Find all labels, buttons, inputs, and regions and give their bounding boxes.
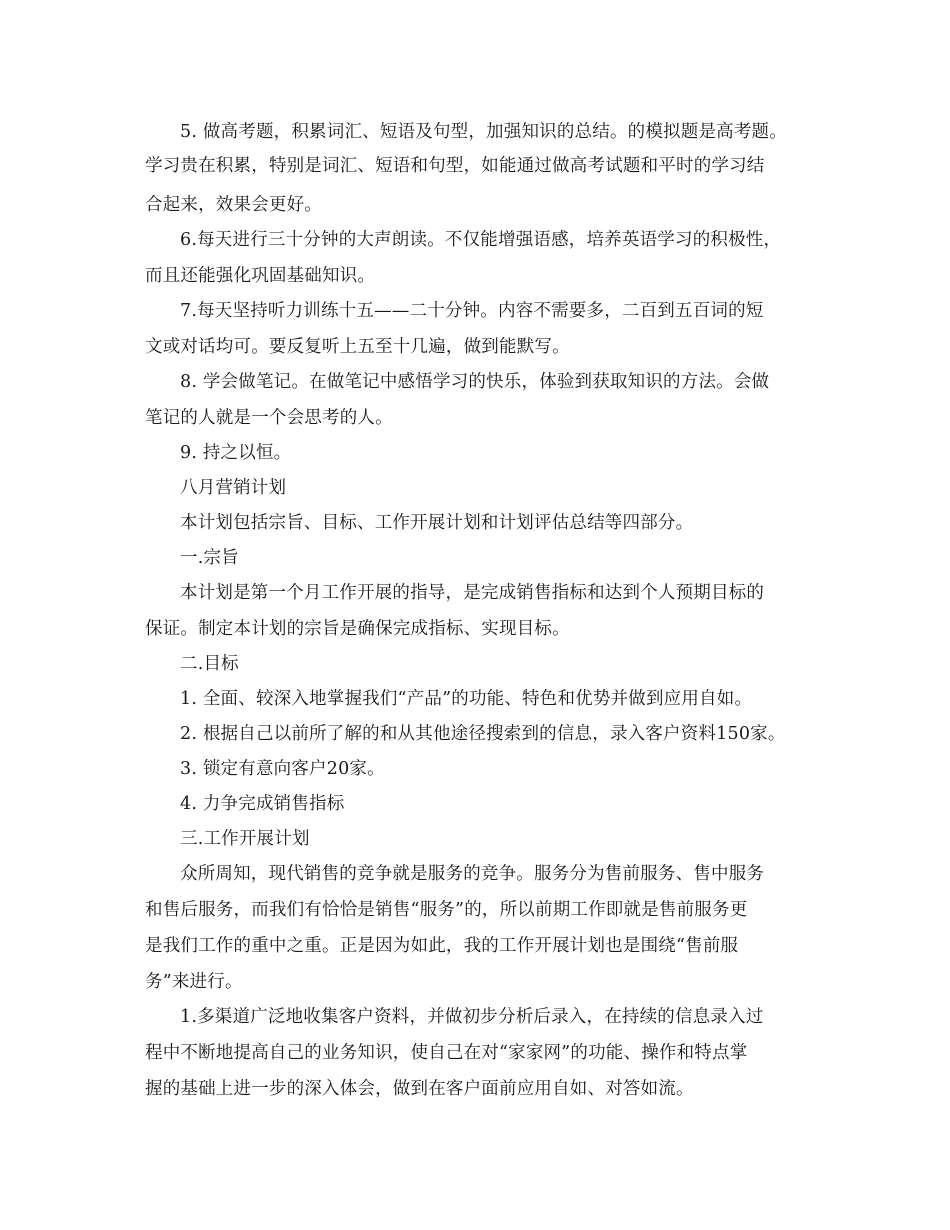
paragraph-line: 握的基础上进一步的深入体会，做到在客户面前应用自如、对答如流。 [145, 1079, 694, 1099]
paragraph-line: 5. 做高考题，积累词汇、短语及句型，加强知识的总结。的模拟题是高考题。 [180, 122, 787, 142]
paragraph-line: 9. 持之以恒。 [180, 443, 292, 463]
paragraph-line: 文或对话均可。要反复听上五至十几遍，做到能默写。 [145, 337, 570, 357]
section-title: 八月营销计划 [180, 478, 287, 498]
paragraph-line: 笔记的人就是一个会思考的人。 [145, 408, 393, 428]
paragraph-line: 程中不断地提高自己的业务知识，使自己在对“家家网”的功能、操作和特点掌 [145, 1043, 748, 1063]
paragraph-line: 7.每天坚持听力训练十五——二十分钟。内容不需要多，二百到五百词的短 [180, 301, 764, 321]
paragraph-line: 务”来进行。 [145, 972, 243, 992]
paragraph-line: 6.每天进行三十分钟的大声朗读。不仅能增强语感，培养英语学习的积极性， [180, 230, 782, 250]
paragraph-line: 而且还能强化巩固基础知识。 [145, 266, 376, 286]
section-heading: 二.目标 [180, 654, 239, 674]
paragraph-line: 众所周知，现代销售的竞争就是服务的竞争。服务分为售前服务、售中服务 [180, 864, 765, 884]
paragraph-line: 本计划包括宗旨、目标、工作开展计划和计划评估总结等四部分。 [180, 513, 694, 533]
paragraph-line: 和售后服务，而我们有恰恰是销售“服务”的，所以前期工作即就是售前服务更 [145, 900, 748, 920]
list-item: 2. 根据自己以前所了解的和从其他途径搜索到的信息，录入客户资料150家。 [180, 724, 786, 744]
list-item: 1. 全面、较深入地掌握我们“产品”的功能、特色和优势并做到应用自如。 [180, 689, 753, 709]
paragraph-line: 学习贵在积累，特别是词汇、短语和句型，如能通过做高考试题和平时的学习结 [145, 156, 765, 176]
section-heading: 三.工作开展计划 [180, 829, 310, 849]
paragraph-line: 保证。制定本计划的宗旨是确保完成指标、实现目标。 [145, 619, 570, 639]
list-item: 4. 力争完成销售指标 [180, 794, 345, 814]
list-item: 3. 锁定有意向客户20家。 [180, 759, 385, 779]
paragraph-line: 1.多渠道广泛地收集客户资料，并做初步分析后录入，在持续的信息录入过 [180, 1007, 764, 1027]
paragraph-line: 本计划是第一个月工作开展的指导，是完成销售指标和达到个人预期目标的 [180, 583, 765, 603]
paragraph-line: 合起来，效果会更好。 [145, 195, 322, 215]
section-heading: 一.宗旨 [180, 548, 239, 568]
paragraph-line: 是我们工作的重中之重。正是因为如此，我的工作开展计划也是围绕“售前服 [145, 936, 739, 956]
paragraph-line: 8. 学会做笔记。在做笔记中感悟学习的快乐，体验到获取知识的方法。会做 [180, 372, 770, 392]
